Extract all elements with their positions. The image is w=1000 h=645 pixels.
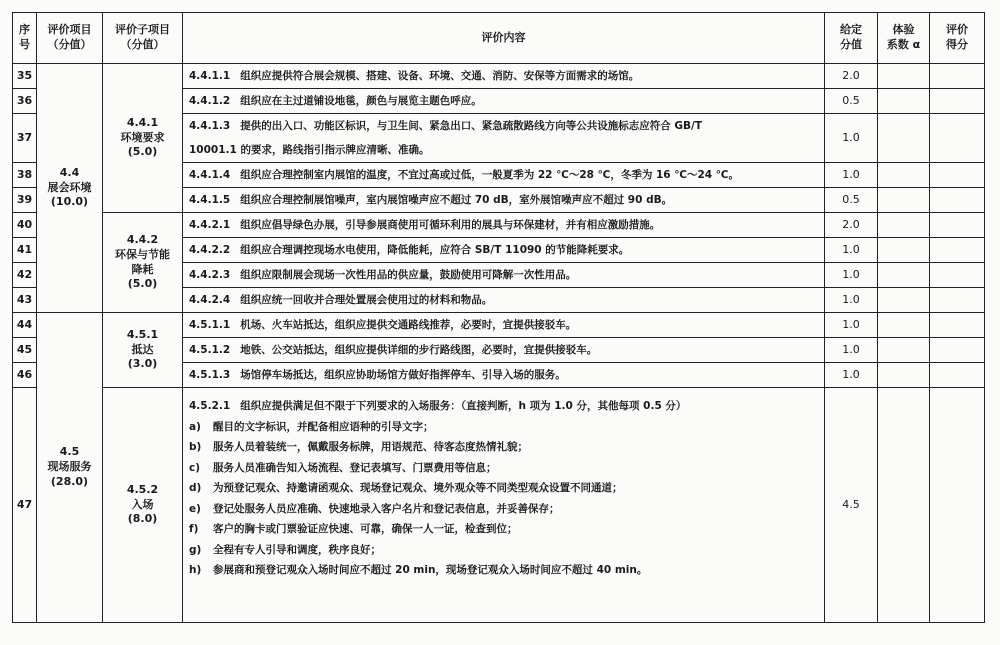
group-cell: 4.5 现场服务 (28.0) [37, 313, 103, 623]
eval-score-cell[interactable] [930, 64, 985, 89]
coefficient-cell[interactable] [878, 238, 930, 263]
table-row [13, 388, 985, 623]
row-seq: 38 [13, 163, 37, 188]
list-item: b) 服务人员着装统一，佩戴服务标牌，用语规范、待客态度热情礼貌； [189, 441, 528, 453]
list-item: f) 客户的胸卡或门票验证应快速、可靠，确保一人一证，检查到位； [189, 523, 518, 535]
row-seq: 36 [13, 89, 37, 114]
row-content: 4.4.2.3 组织应限制展会现场一次性用品的供应量，鼓励使用可降解一次性用品。 [183, 263, 825, 288]
eval-score-cell[interactable] [930, 89, 985, 114]
subgroup-cell: 4.5.1 抵达 (3.0) [103, 313, 183, 388]
row-seq: 44 [13, 313, 37, 338]
row-seq: 45 [13, 338, 37, 363]
row-given-score: 0.5 [825, 188, 878, 213]
list-item: h) 参展商和预登记观众入场时间应不超过 20 min，现场登记观众入场时间应不超过 40 min。 [189, 564, 648, 576]
coefficient-cell[interactable] [878, 338, 930, 363]
row-content: 4.5.1.1 机场、火车站抵达，组织应提供交通路线推荐，必要时，宜提供接驳车。 [183, 313, 825, 338]
list-item: c) 服务人员准确告知入场流程、登记表填写、门票费用等信息； [189, 461, 497, 474]
coefficient-cell[interactable] [878, 114, 930, 163]
row-seq: 37 [13, 114, 37, 163]
row-content: 4.4.2.2 组织应合理调控现场水电使用，降低能耗，应符合 SB/T 11090 的节能降耗要求。 [183, 238, 825, 263]
coefficient-cell[interactable] [878, 363, 930, 388]
row-given-score: 1.0 [825, 338, 878, 363]
row-intro: 4.5.2.1 组织应提供满足但不限于下列要求的入场服务：（直接判断，h 项为 1.0 分，其他每项 0.5 分） [189, 400, 687, 412]
header-subitem: 评价子项目 （分值） [103, 13, 183, 64]
table-row [13, 313, 985, 338]
list-item: d) 为预登记观众、持邀请函观众、现场登记观众、境外观众等不同类型观众设置不同通道； [189, 482, 623, 494]
coefficient-cell[interactable] [878, 89, 930, 114]
eval-score-cell[interactable] [930, 114, 985, 163]
eval-score-cell[interactable] [930, 213, 985, 238]
row-given-score: 2.0 [825, 64, 878, 89]
eval-score-cell[interactable] [930, 288, 985, 313]
list-item: e) 登记处服务人员应准确、快速地录入客户名片和登记表信息，并妥善保存； [189, 502, 560, 515]
row-content: 4.4.1.2 组织应在主过道铺设地毯，颜色与展览主题色呼应。 [183, 89, 825, 114]
row-given-score: 1.0 [825, 163, 878, 188]
row-given-score: 1.0 [825, 288, 878, 313]
row-seq: 42 [13, 263, 37, 288]
subgroup-cell: 4.5.2 入场 (8.0) [103, 388, 183, 623]
row-content: 4.5.1.2 地铁、公交站抵达，组织应提供详细的步行路线图，必要时，宜提供接驳车。 [183, 338, 825, 363]
eval-score-cell[interactable] [930, 338, 985, 363]
coefficient-cell[interactable] [878, 163, 930, 188]
coefficient-cell[interactable] [878, 64, 930, 89]
header-row [13, 13, 985, 64]
row-seq: 39 [13, 188, 37, 213]
row-given-score: 0.5 [825, 89, 878, 114]
row-given-score: 1.0 [825, 363, 878, 388]
row-given-score: 1.0 [825, 114, 878, 163]
header-eval-score: 评价 得分 [930, 13, 985, 64]
header-content: 评价内容 [183, 13, 825, 64]
row-given-score: 1.0 [825, 238, 878, 263]
subgroup-cell: 4.4.1 环境要求 (5.0) [103, 64, 183, 213]
row-seq: 47 [13, 388, 37, 623]
header-item: 评价项目 （分值） [37, 13, 103, 64]
coefficient-cell[interactable] [878, 288, 930, 313]
row-content: 4.5.1.3 场馆停车场抵达，组织应协助场馆方做好指挥停车、引导入场的服务。 [183, 363, 825, 388]
row-seq: 46 [13, 363, 37, 388]
row-content: 4.4.1.5 组织应合理控制展馆噪声，室内展馆噪声应不超过 70 dB，室外展馆噪声应不超过 90 dB。 [183, 188, 825, 213]
row-seq: 40 [13, 213, 37, 238]
row-seq: 35 [13, 64, 37, 89]
row-content: 4.4.2.4 组织应统一回收并合理处置展会使用过的材料和物品。 [183, 288, 825, 313]
row-content: 4.4.1.3 提供的出入口、功能区标识，与卫生间、紧急出口、紧急疏散路线方向等公共设施标志应符合 GB/T 10001.1 的要求，路线指引指示牌应清晰、准确。 [183, 114, 825, 163]
list-item: a) 醒目的文字标识，并配备相应语种的引导文字； [189, 420, 434, 433]
coefficient-cell[interactable] [878, 263, 930, 288]
row-content: 4.4.1.1 组织应提供符合展会规模、搭建、设备、环境、交通、消防、安保等方面需求的场馆。 [183, 64, 825, 89]
group-cell: 4.4 展会环境 (10.0) [37, 64, 103, 313]
eval-score-cell[interactable] [930, 263, 985, 288]
list-item: g) 全程有专人引导和调度，秩序良好； [189, 543, 381, 556]
row-content: 4.4.1.4 组织应合理控制室内展馆的温度，不宜过高或过低，一般夏季为 22 ℃～28 ℃，冬季为 16 ℃～24 ℃。 [183, 163, 825, 188]
eval-score-cell[interactable] [930, 313, 985, 338]
eval-score-cell[interactable] [930, 388, 985, 623]
table-row [13, 64, 985, 89]
eval-score-cell[interactable] [930, 363, 985, 388]
eval-score-cell[interactable] [930, 163, 985, 188]
row-given-score: 1.0 [825, 313, 878, 338]
header-seq: 序 号 [13, 13, 37, 64]
row-content [183, 388, 825, 623]
eval-score-cell[interactable] [930, 188, 985, 213]
row-given-score: 4.5 [825, 388, 878, 623]
eval-score-cell[interactable] [930, 238, 985, 263]
evaluation-table [12, 12, 985, 623]
coefficient-cell[interactable] [878, 313, 930, 338]
row-given-score: 2.0 [825, 213, 878, 238]
row-seq: 43 [13, 288, 37, 313]
table-row [13, 213, 985, 238]
coefficient-cell[interactable] [878, 213, 930, 238]
subgroup-cell: 4.4.2 环保与节能 降耗 (5.0) [103, 213, 183, 313]
row-seq: 41 [13, 238, 37, 263]
row-given-score: 1.0 [825, 263, 878, 288]
coefficient-cell[interactable] [878, 188, 930, 213]
row-content: 4.4.2.1 组织应倡导绿色办展，引导参展商使用可循环利用的展具与环保建材，并有相应激励措施。 [183, 213, 825, 238]
header-coefficient: 体验 系数 α [878, 13, 930, 64]
header-given-score: 给定 分值 [825, 13, 878, 64]
coefficient-cell[interactable] [878, 388, 930, 623]
